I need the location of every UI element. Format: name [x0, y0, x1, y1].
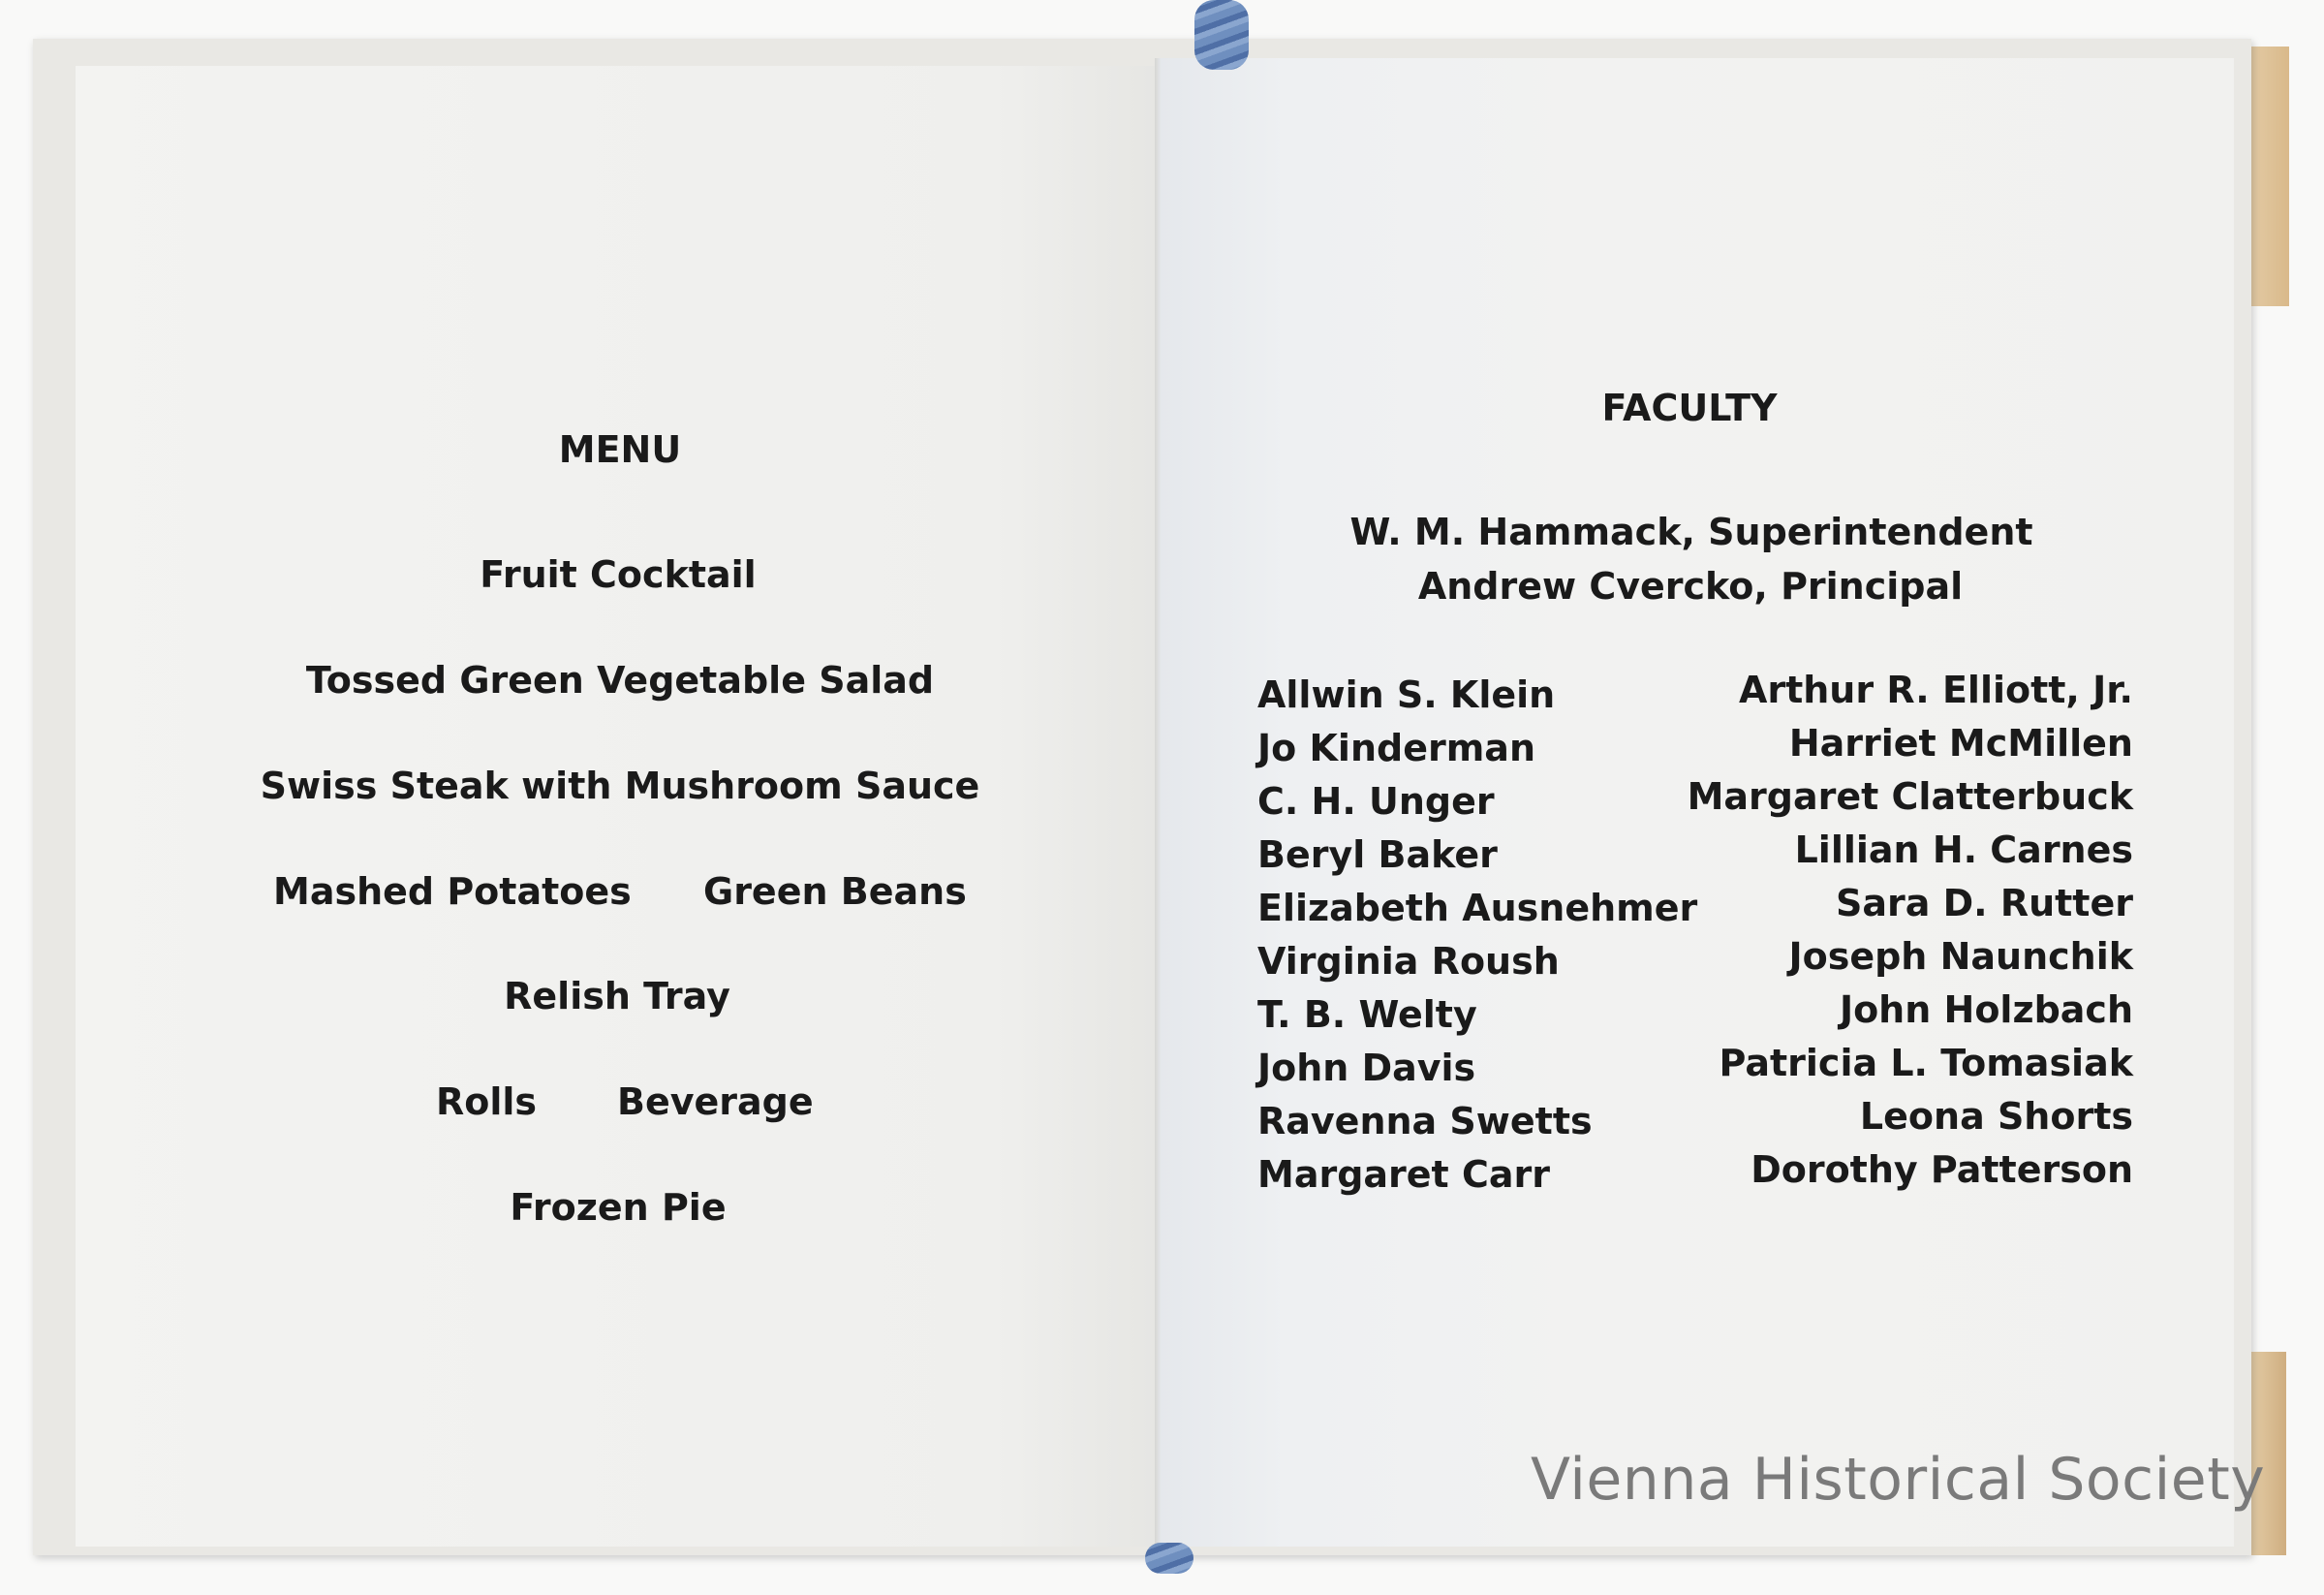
faculty-name-left: John Davis — [1257, 1047, 1476, 1089]
watermark: Vienna Historical Society — [1531, 1446, 2266, 1514]
faculty-name-left: Ravenna Swetts — [1257, 1100, 1593, 1142]
faculty-name-left: Elizabeth Ausnehmer — [1257, 887, 1698, 929]
faculty-name-right: Dorothy Patterson — [1751, 1148, 2133, 1191]
faculty-name-right: Arthur R. Elliott, Jr. — [1738, 669, 2133, 711]
faculty-name-left: Allwin S. Klein — [1257, 673, 1556, 716]
menu-item: Beverage — [617, 1080, 814, 1123]
faculty-name-right: Leona Shorts — [1859, 1095, 2133, 1138]
faculty-name-left: Beryl Baker — [1257, 833, 1498, 876]
booklet-spine — [1155, 58, 1161, 1550]
menu-item: Rolls — [436, 1080, 538, 1123]
faculty-heading: FACULTY — [1601, 387, 1778, 429]
menu-item: Fruit Cocktail — [480, 553, 757, 596]
menu-item: Swiss Steak with Mushroom Sauce — [260, 765, 980, 807]
menu-item: Frozen Pie — [510, 1186, 727, 1229]
faculty-superintendent: W. M. Hammack, Superintendent — [1349, 511, 2033, 553]
faculty-name-right: Harriet McMillen — [1788, 722, 2133, 765]
menu-item: Mashed Potatoes — [273, 870, 632, 913]
faculty-name-right: Lillian H. Carnes — [1794, 829, 2133, 871]
faculty-name-right: Patricia L. Tomasiak — [1719, 1042, 2133, 1084]
menu-item: Tossed Green Vegetable Salad — [305, 659, 935, 702]
faculty-name-right: Joseph Naunchik — [1788, 935, 2133, 978]
faculty-name-left: T. B. Welty — [1257, 993, 1477, 1036]
faculty-name-left: Virginia Roush — [1257, 940, 1560, 983]
menu-heading: MENU — [558, 428, 682, 471]
faculty-name-right: John Holzbach — [1839, 988, 2133, 1031]
menu-item: Relish Tray — [504, 975, 730, 1017]
menu-item: Green Beans — [703, 870, 967, 913]
faculty-principal: Andrew Cvercko, Principal — [1417, 565, 1964, 608]
faculty-name-left: C. H. Unger — [1257, 780, 1495, 823]
faculty-name-left: Margaret Carr — [1257, 1153, 1550, 1196]
faculty-name-right: Margaret Clatterbuck — [1687, 775, 2133, 818]
ribbon-cord-bottom — [1145, 1543, 1193, 1574]
faculty-name-right: Sara D. Rutter — [1836, 882, 2133, 924]
ribbon-cord-top — [1194, 0, 1249, 70]
faculty-name-left: Jo Kinderman — [1257, 727, 1536, 769]
